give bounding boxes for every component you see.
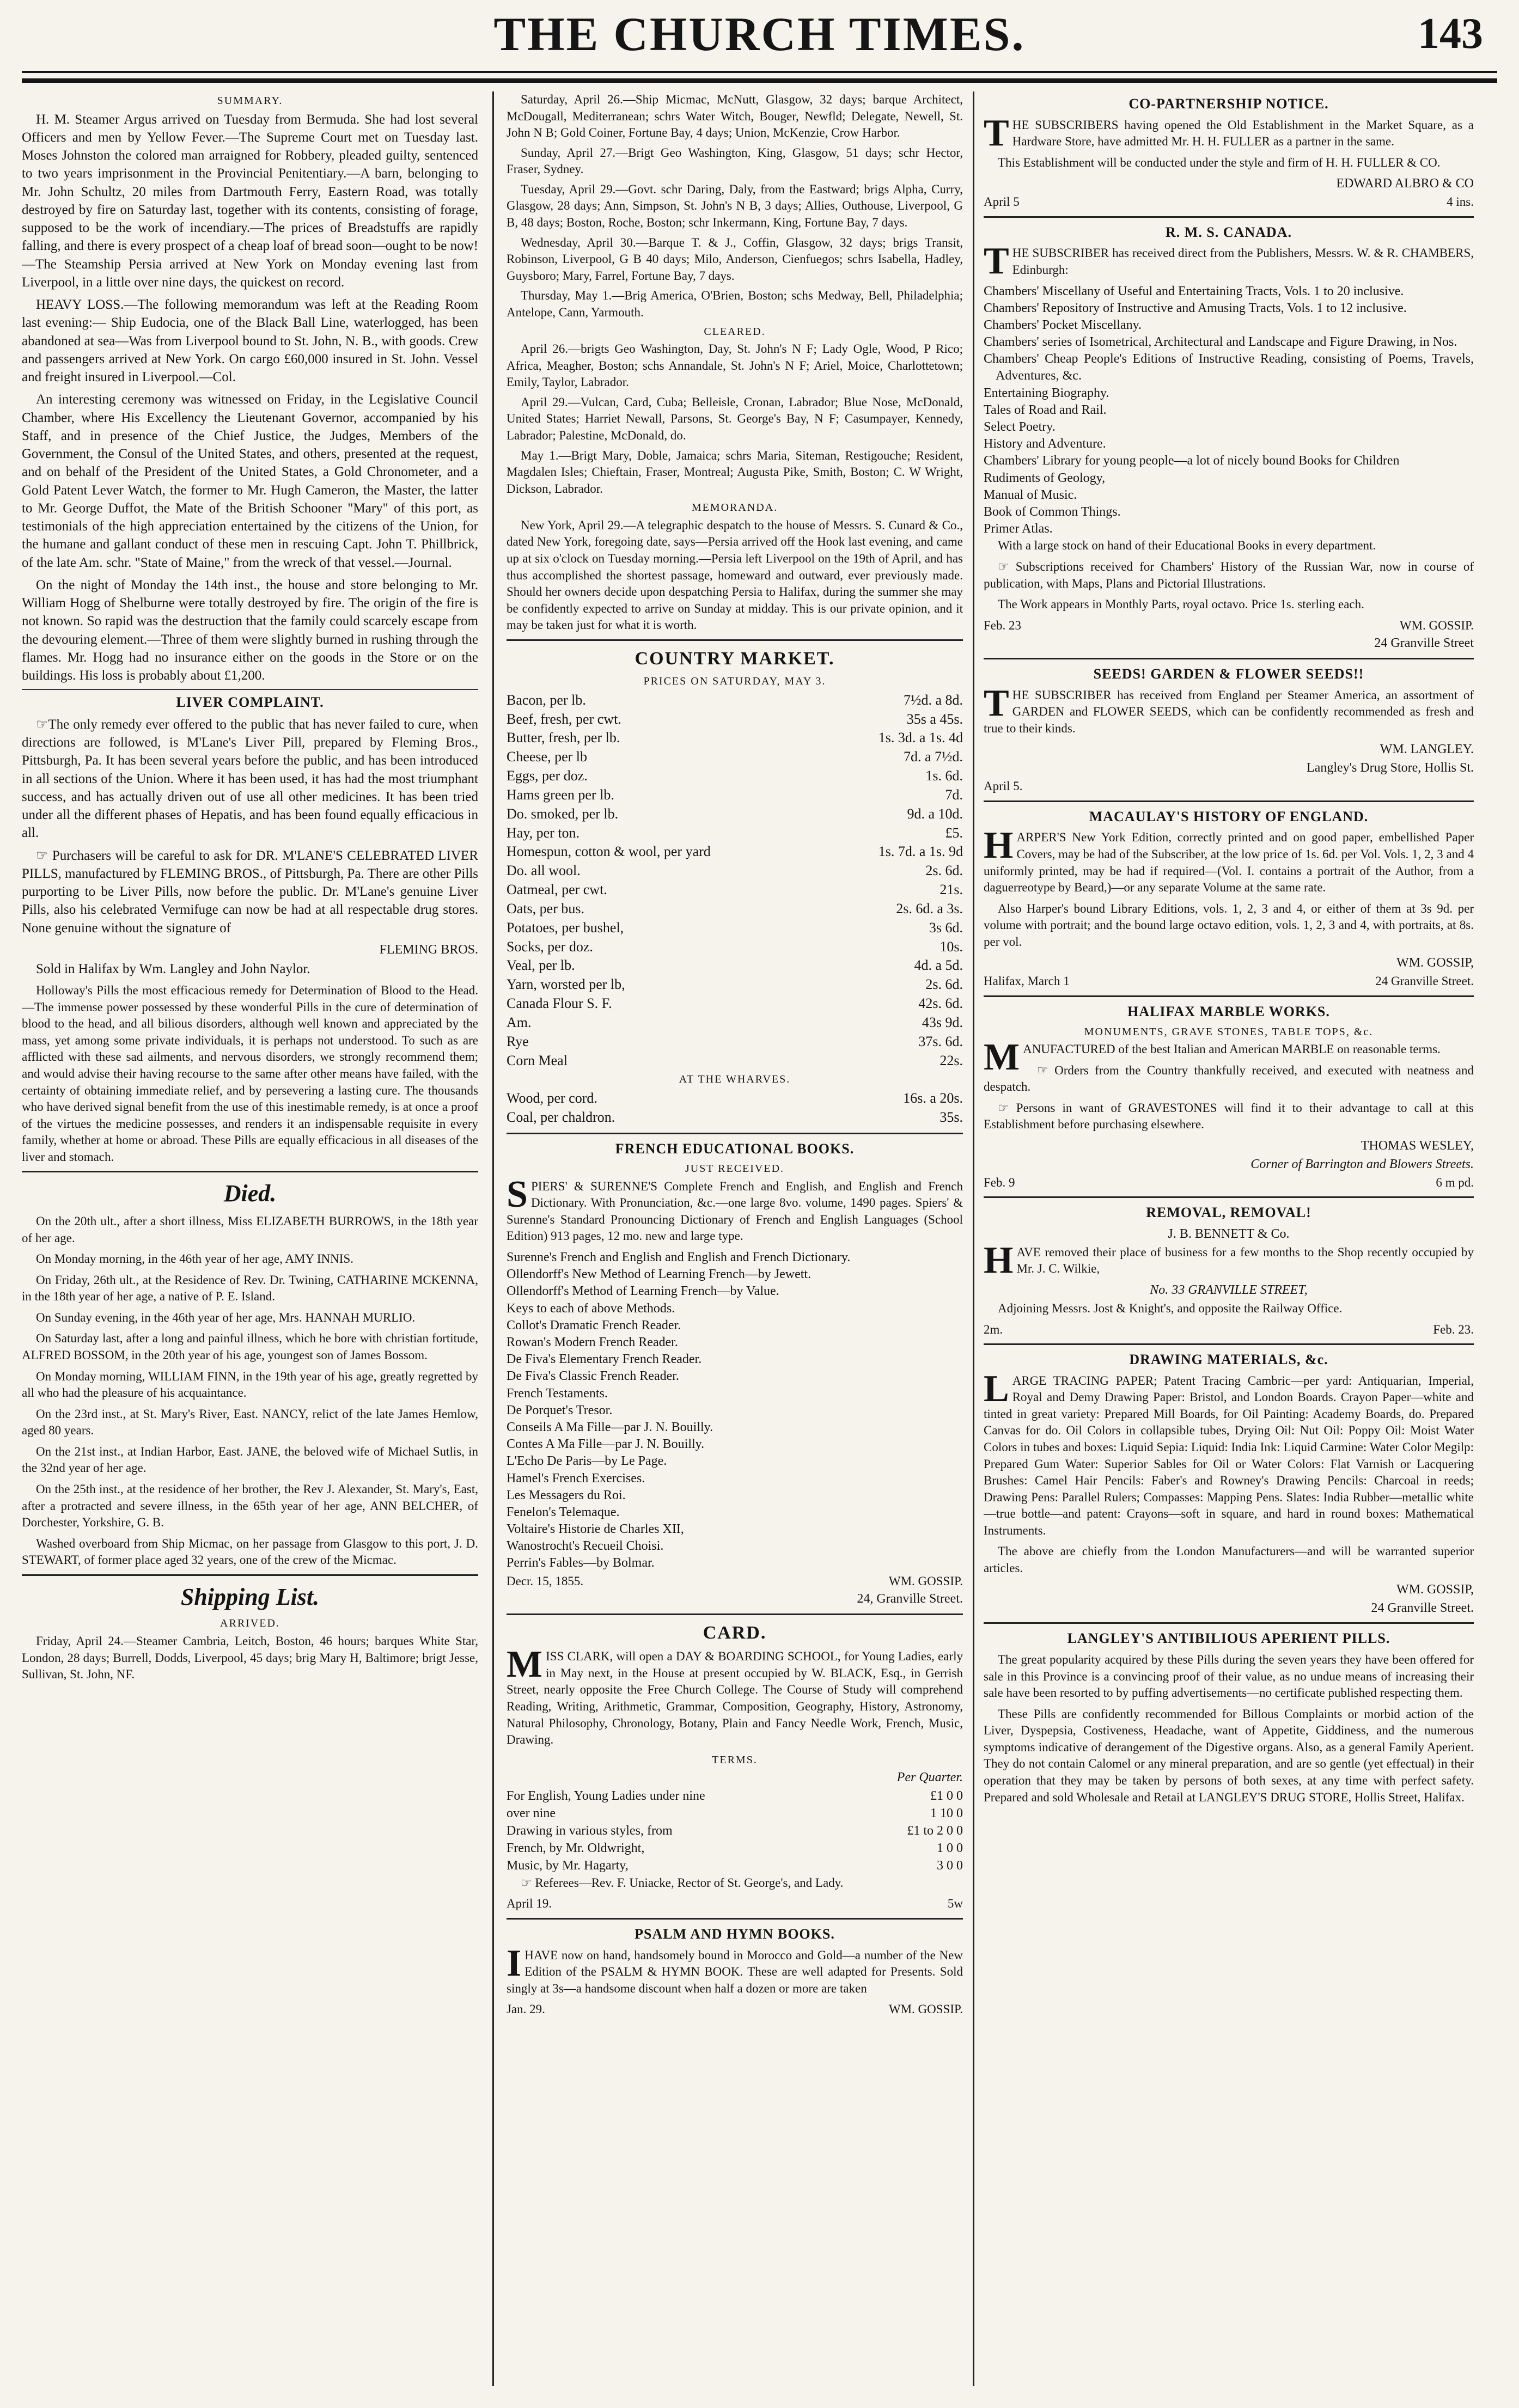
psalm-books-text: IHAVE now on hand, handsomely bound in Morocco and Gold—a number of the New Edition of the PSALM & HYMN BOOK. These are well adapted for Presents. Sold singly at 3s—a handsome discount when half a dozen or more are taken: [507, 1942, 963, 1995]
column-2: [507, 91, 963, 2386]
macaulay-text: HARPER'S New York Edition, correctly printed and on good paper, embellished Paper Covers, may be had of the Subscriber, at the low price of 1s. 6d. per Vol. Vols. 1, 2, 3 and 4 uniformly printed, may be had if required—(Vol. I. contains a portrait of the Author, from a daguerreotype by Beard,)—or any separate Volume at the same rate.: [984, 824, 1474, 895]
country-market-subheading: PRICES ON SATURDAY, MAY 3.: [643, 675, 826, 688]
market-item: Bacon, per lb.: [507, 692, 586, 708]
market-price: 43s 9d.: [922, 1014, 963, 1030]
died-entry: On Friday, 26th ult., at the Residence of Rev. Dr. Twining, CATHARINE MCKENNA, in the 18th year of her age, a native of P. E. Island.: [22, 1273, 478, 1304]
french-book-item: De Porquet's Tresor.: [507, 1403, 613, 1417]
rms-book-item: Chambers' series of Isometrical, Architectural and Landscape and Figure Drawing, in Nos.: [984, 335, 1457, 350]
died-entry: On the 21st inst., at Indian Harbor, East. JANE, the beloved wife of Michael Sutlis, in the 32nd year of her age.: [22, 1444, 478, 1475]
market-item: Rye: [507, 1033, 529, 1049]
market-item: Cheese, per lb: [507, 749, 588, 765]
died-heading: Died.: [223, 1180, 277, 1207]
liver-complaint-text: ☞The only remedy ever offered to the public that has never failed to cure, when directions are followed, is M'Lane's Liver Pill, prepared by Fleming Bros., Pittsburgh, Pa. It has been several years before the public, and has been introduced in all sections of the Union. Where it has been used, it has had the most triumphant success, and has actually driven out of use all other medicines. It has been tried under all the different phases of Hepatis, and has been found equally efficacious in all.: [22, 717, 478, 841]
market-price: 7d. a 7½d.: [903, 749, 963, 765]
terms-date: April 19.: [507, 1897, 552, 1911]
psalm-books-date: Jan. 29.: [507, 2002, 545, 2016]
terms-amount: £1 0 0: [930, 1789, 963, 1804]
rms-book-item: Manual of Music.: [984, 487, 1077, 502]
market-price: 42s. 6d.: [918, 995, 963, 1012]
died-entry: Washed overboard from Ship Micmac, on her passage from Glasgow to this port, J. D. STEWART, of former place aged 32 years, one of the crew of the Micmac.: [22, 1536, 478, 1567]
shipping-entry: Wednesday, April 30.—Barque T. & J., Coffin, Glasgow, 32 days; brigs Transit, Robinson, Liverpool, G B 40 days; Milo, Anderson, Cienfuegos; schrs Isabella, Hadley, Guysboro; Mary, Farrel, Fortune Bay, 7 days.: [507, 235, 963, 283]
liver-complaint-heading: LIVER COMPLAINT.: [176, 694, 324, 711]
market-item: Wood, per cord.: [507, 1090, 597, 1106]
macaulay-footer: [984, 973, 1474, 990]
wharves-subheading: AT THE WHARVES.: [679, 1073, 791, 1086]
market-item: Beef, fresh, per cwt.: [507, 711, 621, 727]
divider: [984, 1343, 1474, 1345]
market-item: Corn Meal: [507, 1052, 568, 1068]
market-price: 21s.: [940, 882, 963, 898]
page-number: 143: [1418, 10, 1483, 58]
market-item: Eggs, per doz.: [507, 768, 588, 784]
liver-signature: FLEMING BROS.: [379, 942, 478, 957]
rms-canada-text-3: The Work appears in Monthly Parts, royal octavo. Price 1s. sterling each.: [998, 597, 1364, 612]
divider: [22, 1574, 478, 1576]
market-item: Hay, per ton.: [507, 824, 580, 841]
terms-table: [507, 1788, 963, 1875]
psalm-books-signature: WM. GOSSIP.: [888, 2002, 963, 2016]
market-price: £5.: [945, 824, 963, 841]
shipping-list-heading: Shipping List.: [180, 1583, 320, 1610]
arrived-heading: ARRIVED.: [220, 1617, 280, 1630]
french-books-signature: WM. GOSSIP.: [888, 1574, 963, 1588]
market-item: Oatmeal, per cwt.: [507, 882, 607, 898]
terms-referees: ☞ Referees—Rev. F. Uniacke, Rector of St. George's, and Lady.: [521, 1875, 844, 1890]
terms-heading: TERMS.: [712, 1753, 758, 1766]
rms-canada-list: [984, 283, 1474, 538]
macaulay-signature: WM. GOSSIP,: [1396, 956, 1474, 970]
rms-book-item: History and Adventure.: [984, 437, 1106, 451]
french-books-footer: [507, 1573, 963, 1590]
memoranda-text: New York, April 29.—A telegraphic despatch to the house of Messrs. S. Cunard & Co., dated New York, foregoing date, says—Persia arrived off the Hook last evening, and came up at six o'clock on Tuesday morning.—Persia left Liverpool on the 19th of April, and has thus accomplished the shortest passage, homeward and outward, ever previously made. Should her owners decide upon despatching Persia to Halifax, during the summer she may be confidently expected to arrive on Sunday at midday. This is our private opinion, and it may be taken just for what it is worth.: [507, 518, 963, 632]
died-entry: On Monday morning, in the 46th year of her age, AMY INNIS.: [36, 1252, 353, 1266]
terms-per-quarter: Per Quarter.: [896, 1770, 963, 1785]
langley-pills-text-2: These Pills are confidently recommended for Billous Complaints or morbid action of the Liver, Dyspepsia, Costiveness, Headache, want of Appetite, Giddiness, and the numerous symptoms indicative of derangement of the Digestive organs. Also, as a general Family Aperient. They do not contain Calomel or any mineral preparation, and are so gentle (yet effectual) in their operation that they may be taken by persons of both sexes, at any time with perfect safety. Prepared and sold Wholesale and Retail at LANGLEY'S DRUG STORE, Hollis Street, Halifax.: [984, 1707, 1474, 1804]
rms-canada-footer: [984, 618, 1474, 634]
divider: [507, 1133, 963, 1134]
died-entry: On the 25th inst., at the residence of her brother, the Rev J. Alexander, St. Mary's, East, after a protracted and severe illness, in the 65th year of her age, ANN BELCHER, of Dorchester, Yorkshire, G. B.: [22, 1482, 478, 1530]
copartnership-date: April 5: [984, 195, 1020, 209]
market-item: Butter, fresh, per lb.: [507, 730, 620, 746]
french-book-item: French Testaments.: [507, 1386, 608, 1401]
psalm-books-heading: PSALM AND HYMN BOOKS.: [635, 1926, 835, 1942]
french-book-item: Contes A Ma Fille—par J. N. Bouilly.: [507, 1437, 705, 1452]
column-divider: [492, 91, 494, 2386]
market-price: 35s.: [940, 1109, 963, 1125]
seeds-signature: WM. LANGLEY.: [1380, 742, 1474, 757]
market-price: 35s a 45s.: [906, 711, 963, 727]
langley-pills-text: The great popularity acquired by these Pills during the seven years they have been offered for sale in this Province is a convincing proof of their value, as no undue means of increasing their sale have been resorted to by puffing advertisements—no certificate published respecting them.: [984, 1653, 1474, 1700]
died-entry: On Saturday last, after a long and painful illness, which he bore with christian fortitude, ALFRED BOSSOM, in the 20th year of his age, youngest son of James Bossom.: [22, 1331, 478, 1362]
seeds-address: Langley's Drug Store, Hollis St.: [1307, 761, 1474, 775]
market-item: Potatoes, per bushel,: [507, 919, 624, 936]
marble-works-address: Corner of Barrington and Blowers Streets.: [1250, 1157, 1474, 1171]
copartnership-heading: CO-PARTNERSHIP NOTICE.: [1128, 96, 1329, 112]
rms-canada-heading: R. M. S. CANADA.: [1166, 224, 1292, 240]
memoranda-heading: MEMORANDA.: [691, 502, 778, 514]
fire-text: On the night of Monday the 14th inst., the house and store belonging to Mr. William Hogg of Shelburne were totally destroyed by fire. The origin of the fire is not known. So rapid was the destruction that the family could scarcely escape from the devouring element.—Three of them were slightly burned in rushing through the flames. Mr. Hogg had no insurance either on the goods in the Store or on the buildings. His loss is probably about £1,200.: [22, 577, 478, 683]
market-item: Oats, per bus.: [507, 900, 584, 916]
market-item: Socks, per doz.: [507, 938, 593, 955]
market-item: Homespun, cotton & wool, per yard: [507, 844, 711, 860]
terms-item: Music, by Mr. Hagarty,: [507, 1858, 629, 1873]
rms-canada-date: Feb. 23: [984, 618, 1021, 632]
market-price: 1s. 7d. a 1s. 9d: [878, 844, 963, 860]
rms-book-item: Book of Common Things.: [984, 504, 1121, 519]
seeds-text: THE SUBSCRIBER has received from England per Steamer America, an assortment of GARDEN and FLOWER SEEDS, which can be confidently recommended as fresh and true to their kinds.: [984, 682, 1474, 735]
market-price: 2s. 6d.: [925, 863, 963, 879]
marble-works-footer: [984, 1175, 1474, 1191]
removal-text: HAVE removed their place of business for a few months to the Shop recently occupied by Mr. J. C. Wilkie,: [984, 1239, 1474, 1281]
market-price: 2s. 6d. a 3s.: [896, 900, 963, 916]
card-heading: CARD.: [703, 1623, 767, 1643]
terms-item: Drawing in various styles, from: [507, 1824, 673, 1838]
copartnership-signature: EDWARD ALBRO & CO: [1336, 176, 1474, 191]
ceremony-text: An interesting ceremony was witnessed on Friday, in the Legislative Council Chamber, where His Excellency the Lieutenant Governor, accompanied by his Staff, and in presence of the Chief Justice, the Judges, Members of the Government, the Consul of the United States, and others, presented at the request, and on behalf of the President of the United States, a Gold Chronometer, and a Gold Patent Lever Watch, the former to Mr. Hugh Cameron, the Master, the latter to Mr. George Duffot, the Mate of the British Schooner "Mary" of this port, as testimonials of the high appreciation entertained by the citizens of the Union, for the humane and gallant conduct of these men in rescuing Capt. John T. Phillbrick, of the late Am. schr. "State of Maine," from the wreck of that vessel.—Journal.: [22, 392, 478, 570]
copartnership-code: 4 ins.: [1447, 195, 1474, 209]
seeds-heading: SEEDS! GARDEN & FLOWER SEEDS!!: [1093, 666, 1364, 682]
died-entry: On the 23rd inst., at St. Mary's River, East. NANCY, relict of the late James Hemlow, aged 80 years.: [22, 1407, 478, 1438]
terms-item: French, by Mr. Oldwright,: [507, 1841, 645, 1856]
summary-text: H. M. Steamer Argus arrived on Tuesday from Bermuda. She had lost several Officers and men by Yellow Fever.—The Supreme Court met on Tuesday last. Moses Johnston the colored man arraigned for Robbery, pleaded guilty, sentenced to two years imprisonment in the Provincial Penitentiary.—A barn, belonging to Mr. John Schultz, 20 miles from Dartmouth Ferry, Eastern Road, was totally destroyed by fire on Saturday last, together with its contents, consisting of forage, supposed to be the work of incendiary.—The prices of Breadstuffs are rapidly falling, and there is every prospect of a cheap loaf of bread soon—ought to be now!—The Steamship Persia arrived at New York on Monday evening last from Liverpool, in a little over nine days, the quickest on record.: [22, 112, 478, 290]
market-item: Do. smoked, per lb.: [507, 805, 619, 822]
terms-amount: £1 to 2 0 0: [907, 1824, 963, 1838]
market-price: 37s. 6d.: [918, 1033, 963, 1049]
terms-item: over nine: [507, 1806, 556, 1821]
french-book-item: Ollendorff's New Method of Learning French—by Jewett.: [507, 1267, 812, 1282]
drawing-materials-text-2: The above are chiefly from the London Manufacturers—and will be warranted superior articles.: [984, 1544, 1474, 1575]
french-book-item: Les Messagers du Roi.: [507, 1488, 626, 1502]
shipping-entry: Sunday, April 27.—Brigt Geo Washington, King, Glasgow, 51 days; schr Hector, Fraser, Sydney.: [507, 145, 963, 176]
copartnership-text: THE SUBSCRIBERS having opened the Old Establishment in the Market Square, as a Hardware Store, have admitted Mr. H. H. FULLER as a partner in the same.: [984, 112, 1474, 154]
heavy-loss-text: HEAVY LOSS.—The following memorandum was left at the Reading Room last evening:— Ship Eudocia, one of the Black Ball Line, waterlogged, has been abandoned at sea—Was from Liverpool bound to St. John, N. B., with goods. Crew and passengers arrived at New York. On cargo £60,000 insured in St. John. Vessel and freight insured in Liverpool.—Col.: [22, 297, 478, 385]
shipping-entry: Thursday, May 1.—Brig America, O'Brien, Boston; schs Medway, Bell, Philadelphia; Antelope, Cann, Yarmouth.: [507, 289, 963, 319]
wharves-price-table: [507, 1089, 963, 1127]
column-1: [22, 91, 478, 2386]
removal-heading: REMOVAL, REMOVAL!: [1146, 1205, 1311, 1221]
rms-book-item: Entertaining Biography.: [984, 386, 1109, 400]
died-entry: On Sunday evening, in the 46th year of her age, Mrs. HANNAH MURLIO.: [36, 1310, 416, 1324]
rms-book-item: Primer Atlas.: [984, 522, 1053, 536]
liver-sold: Sold in Halifax by Wm. Langley and John Naylor.: [36, 961, 310, 976]
removal-footer: [984, 1322, 1474, 1339]
market-item: Hams green per lb.: [507, 786, 614, 803]
terms-footer: [507, 1896, 963, 1912]
market-item: Yarn, worsted per lb,: [507, 976, 625, 993]
divider: [22, 1171, 478, 1172]
summary-heading: SUMMARY.: [217, 95, 283, 107]
macaulay-text-2: Also Harper's bound Library Editions, vols. 1, 2, 3 and 4, or either of them at 3s 9d. per volume with portrait; and the bound large octavo edition, vols. 1, 2, 3 and 4, with portraits, at 8s. per vol.: [984, 901, 1474, 949]
macaulay-heading: MACAULAY'S HISTORY OF ENGLAND.: [1089, 808, 1369, 824]
rms-book-item: Tales of Road and Rail.: [984, 402, 1107, 417]
rms-canada-address: 24 Granville Street: [1374, 636, 1474, 651]
french-book-item: Keys to each of above Methods.: [507, 1301, 675, 1316]
market-price: 1s. 6d.: [925, 768, 963, 784]
country-market-heading: COUNTRY MARKET.: [635, 648, 835, 669]
divider: [984, 800, 1474, 802]
french-book-item: Collot's Dramatic French Reader.: [507, 1318, 681, 1333]
rms-book-item: Select Poetry.: [984, 420, 1056, 435]
arrived-text: Friday, April 24.—Steamer Cambria, Leitch, Boston, 46 hours; barques White Star, London, 28 days; Burrell, Dodds, Liverpool, 45 days; brig Mary H, Baltimore; brigt Jesse, Sullivan, St. John, NF.: [22, 1634, 478, 1682]
french-book-item: Rowan's Modern French Reader.: [507, 1335, 678, 1349]
rms-book-item: Chambers' Cheap People's Editions of Instructive Reading, consisting of Poems, Travels, Adventures, &c.: [984, 352, 1474, 383]
french-books-heading: FRENCH EDUCATIONAL BOOKS.: [615, 1140, 855, 1157]
terms-amount: 1 10 0: [930, 1806, 963, 1821]
french-book-item: Conseils A Ma Fille—par J. N. Bouilly.: [507, 1420, 713, 1434]
cleared-entry: May 1.—Brigt Mary, Doble, Jamaica; schrs Maria, Siteman, Restigouche; Resident, Magdalen Isles; Chieftain, Fraser, Montreal; Augusta Pike, Smith, Boston; C. W Wright, Dickson, Labrador.: [507, 448, 963, 496]
market-price: 10s.: [940, 938, 963, 955]
divider: [507, 639, 963, 641]
removal-subheading: J. B. BENNETT & Co.: [1168, 1226, 1290, 1241]
copartnership-text-2: This Establishment will be conducted under the style and firm of H. H. FULLER & CO.: [998, 155, 1441, 169]
french-book-item: De Fiva's Classic French Reader.: [507, 1369, 679, 1384]
rms-book-item: Rudiments of Geology,: [984, 470, 1106, 485]
french-book-item: Perrin's Fables—by Bolmar.: [507, 1556, 655, 1570]
marble-works-date: Feb. 9: [984, 1175, 1015, 1189]
market-price: 1s. 3d. a 1s. 4d: [878, 730, 963, 746]
died-entry: On Monday morning, WILLIAM FINN, in the 19th year of his age, greatly regretted by all who had the pleasure of his acquaintance.: [22, 1369, 478, 1400]
terms-item: For English, Young Ladies under nine: [507, 1789, 705, 1804]
died-entry: On the 20th ult., after a short illness, Miss ELIZABETH BURROWS, in the 18th year of her age.: [22, 1214, 478, 1245]
drawing-materials-text: LARGE TRACING PAPER; Patent Tracing Cambric—per yard: Antiquarian, Imperial, Royal and Demy Drawing Paper: Bristol, and London Boards. Crayon Paper—white and tinted in great variety: Prepared Mill Boards, for Oil Painting: Academy Boards, do. Prepared Canvas for do. Oil Colors in collapsible tubes, Drying Oil: Nut Oil: Poppy Oil: Moist Water Colors in tubes and boxes: Liquid Sepia: Liquid: India Ink: Liquid Carmine: Water Color Megilp: Prepared Gum Water: Superior Sables for Oil or Water Colors: Flat Varnish or Lacquering Brushes: Camel Hair Pencils: Faber's and Rowney's Drawing Pencils: Charcoal in reeds; Drawing Pens: Parallel Rulers; Compasses: Mapping Pens. Slates: India Rubber—metallic white—true bottle—and patent: Crayons—soft in square, and hard in round boxes: Mathematical Instruments.: [984, 1367, 1474, 1537]
market-price: 16s. a 20s.: [903, 1090, 963, 1106]
market-item: Do. all wool.: [507, 863, 581, 879]
divider: [984, 1622, 1474, 1624]
masthead: [22, 3, 1497, 85]
marble-works-heading: HALIFAX MARBLE WORKS.: [1127, 1003, 1330, 1019]
market-price: 7d.: [945, 786, 963, 803]
psalm-books-footer: [507, 2001, 963, 2018]
french-book-item: Voltaire's Historie de Charles XII,: [507, 1522, 684, 1537]
terms-code: 5w: [947, 1897, 963, 1911]
rms-canada-text: With a large stock on hand of their Educational Books in every department.: [998, 539, 1376, 553]
shipping-entry: Saturday, April 26.—Ship Micmac, McNutt, Glasgow, 32 days; barque Architect, McDougall, Mediterranean; schrs Water Witch, Bouger, Newfld; Delegate, Newell, St. John N B; Gold Coiner, Fortune Bay, 4 days; Union, McKenzie, Crow Harbor.: [507, 93, 963, 140]
masthead-rule-heavy: [22, 78, 1497, 83]
column-divider: [973, 91, 974, 2386]
divider: [984, 1196, 1474, 1198]
rms-canada-text-2: ☞ Subscriptions received for Chambers' History of the Russian War, now in course of publication, with Maps, Plans and Pictorial Illustrations.: [984, 559, 1474, 590]
seeds-date: April 5.: [984, 779, 1023, 793]
divider: [22, 689, 478, 690]
newspaper-title: THE CHURCH TIMES.: [493, 8, 1026, 61]
liver-complaint-text-2: ☞ Purchasers will be careful to ask for DR. M'LANE'S CELEBRATED LIVER PILLS, manufactured by FLEMING BROS., of Pittsburgh, Pa. There are other Pills purporting to be Liver Pills, now before the public. Dr. M'Lane's genuine Liver Pills, also his celebrated Vermifuge can now be had at all respectable drug stores. None genuine without the signature of: [22, 848, 478, 936]
market-price: 2s. 6d.: [925, 976, 963, 993]
divider: [507, 1614, 963, 1615]
french-books-date: Decr. 15, 1855.: [507, 1574, 584, 1588]
marble-works-signature: THOMAS WESLEY,: [1361, 1139, 1474, 1153]
market-item: Veal, per lb.: [507, 957, 575, 974]
marble-works-text-2: ☞ Orders from the Country thankfully received, and executed with neatness and despatch.: [984, 1063, 1474, 1094]
drawing-materials-heading: DRAWING MATERIALS, &c.: [1129, 1352, 1328, 1368]
langley-pills-heading: LANGLEY'S ANTIBILIOUS APERIENT PILLS.: [1067, 1630, 1390, 1647]
column-3: [984, 91, 1474, 2386]
drawing-materials-signature: WM. GOSSIP,: [1396, 1582, 1474, 1597]
macaulay-date: Halifax, March 1: [984, 974, 1070, 988]
copartnership-footer: [984, 194, 1474, 211]
seeds-footer: [984, 778, 1474, 795]
french-book-item: Fenelon's Telemaque.: [507, 1505, 620, 1519]
shipping-entry: Tuesday, April 29.—Govt. schr Daring, Daly, from the Eastward; brigs Alpha, Curry, Glasgow, 28 days; Ann, Simpson, St. John's N B, 3 days; Allies, Outhouse, Liverpool, G B, 48 days; Boston, Roche, Boston; schr Inkermann, King, Fortune Bay, 7 days.: [507, 182, 963, 230]
rms-book-item: Chambers' Pocket Miscellany.: [984, 317, 1142, 332]
marble-works-subheading: MONUMENTS, GRAVE STONES, TABLE TOPS, &c.: [1084, 1025, 1374, 1038]
rms-book-item: Chambers' Miscellany of Useful and Entertaining Tracts, Vols. 1 to 20 inclusive.: [984, 284, 1404, 298]
terms-amount: 3 0 0: [937, 1858, 963, 1873]
removal-text-2: Adjoining Messrs. Jost & Knight's, and opposite the Railway Office.: [998, 1301, 1343, 1315]
french-books-address: 24, Granville Street.: [857, 1592, 963, 1606]
terms-amount: 1 0 0: [937, 1841, 963, 1856]
market-price: 4d. a 5d.: [914, 957, 963, 974]
french-book-item: Ollendorff's Method of Learning French—by Value.: [507, 1284, 779, 1299]
french-book-item: Hamel's French Exercises.: [507, 1471, 645, 1486]
french-book-item: L'Echo De Paris—by Le Page.: [507, 1454, 667, 1469]
cleared-entry: April 29.—Vulcan, Card, Cuba; Belleisle, Cronan, Labrador; Blue Nose, McDonald, United States; Harriet Newall, Parsons, St. George's Bay, N F; Casumpayer, Kennedy, Labrador; Palestine, McDonald, do.: [507, 395, 963, 442]
french-books-list: [507, 1249, 963, 1572]
cleared-entry: April 26.—brigts Geo Washington, Day, St. John's N F; Lady Ogle, Wood, P Rico; Africa, Meagher, Boston; schs Annandale, St. John's N F; Ariel, Moice, Charlottetown; Emily, Taylor, Labrador.: [507, 342, 963, 389]
rms-canada-signature: WM. GOSSIP.: [1399, 618, 1474, 632]
french-book-item: Surenne's French and English and English and French Dictionary.: [507, 1250, 851, 1265]
market-price: 9d. a 10d.: [907, 805, 963, 822]
marble-works-text-3: ☞ Persons in want of GRAVESTONES will find it to their advantage to call at this Establishment before purchasing elsewhere.: [984, 1101, 1474, 1132]
marble-works-text: MANUFACTURED of the best Italian and American MARBLE on reasonable terms.: [984, 1036, 1441, 1079]
marble-works-code: 6 m pd.: [1436, 1175, 1474, 1189]
masthead-rule: [22, 71, 1497, 73]
rms-book-item: Chambers' Repository of Instructive and Amusing Tracts, Vols. 1 to 12 inclusive.: [984, 301, 1407, 315]
rms-canada-intro: THE SUBSCRIBER has received direct from the Publishers, Messrs. W. & R. CHAMBERS, Edinburgh:: [984, 240, 1474, 283]
card-text: MISS CLARK, will open a DAY & BOARDING SCHOOL, for Young Ladies, early in May next, in the House at present occupied by W. BLACK, Esq., in Gerrish Street, nearly opposite the Free Church College. The Course of Study will comprehend Reading, Writing, Arithmetic, Grammar, Composition, Geography, History, Astronomy, Natural Philosophy, Chronology, Botany, Plain and Fancy Needle Work, French, Music, Drawing.: [507, 1643, 963, 1747]
macaulay-address: 24 Granville Street.: [1375, 974, 1474, 988]
french-books-intro: SPIERS' & SURENNE'S Complete French and English, and English and French Dictionary. With Pronunciation, &c.—one large 8vo. volume, 1490 pages. Spiers' & Surenne's Standard Pronouncing Dictionary of French and English Languages (School Edition) 913 pages, 12 mo. new and large type.: [507, 1173, 963, 1243]
divider: [507, 1918, 963, 1920]
divider: [984, 658, 1474, 659]
market-price-table: [507, 691, 963, 1071]
divider: [984, 216, 1474, 218]
removal-code: 2m.: [984, 1322, 1003, 1336]
french-book-item: De Fiva's Elementary French Reader.: [507, 1352, 702, 1367]
market-price: 3s 6d.: [929, 919, 963, 936]
holloway-text: Holloway's Pills the most efficacious remedy for Determination of Blood to the Head.—The immense power possessed by these wonderful Pills in the cure of determination of blood to the head, and all bilious disorders, although well known and appreciated by the mass, yet among some private individuals, it is perhaps not understood. To such as are afflicted with these sad ailments, and nervous disorders, we strongly recommend them; and would advise their having recourse to the same after other means have failed, with the certainty of obtaining immediate relief, and by persevering a lasting cure. The thousands who have derived signal benefit from the use of this inestimable remedy, is at once a proof of the virtues the medicine possesses, and renders it an indispensable requisite in every family, whether at home or abroad. These Pills are equally efficacious in all diseases of the liver and stomach.: [22, 983, 478, 1164]
removal-address: No. 33 GRANVILLE STREET,: [1150, 1283, 1308, 1298]
drawing-materials-address: 24 Granville Street.: [1371, 1600, 1474, 1615]
french-book-item: Wanostrocht's Recueil Choisi.: [507, 1539, 664, 1554]
divider: [984, 995, 1474, 997]
cleared-heading: CLEARED.: [704, 325, 766, 338]
removal-date: Feb. 23.: [1433, 1322, 1474, 1336]
rms-book-item: Chambers' Library for young people—a lot of nicely bound Books for Children: [984, 454, 1400, 468]
market-item: Coal, per chaldron.: [507, 1109, 615, 1125]
market-item: Canada Flour S. F.: [507, 995, 612, 1012]
market-item: Am.: [507, 1014, 532, 1030]
market-price: 22s.: [940, 1052, 963, 1068]
market-price: 7½d. a 8d.: [903, 692, 963, 708]
french-books-subheading: JUST RECEIVED.: [685, 1163, 785, 1175]
